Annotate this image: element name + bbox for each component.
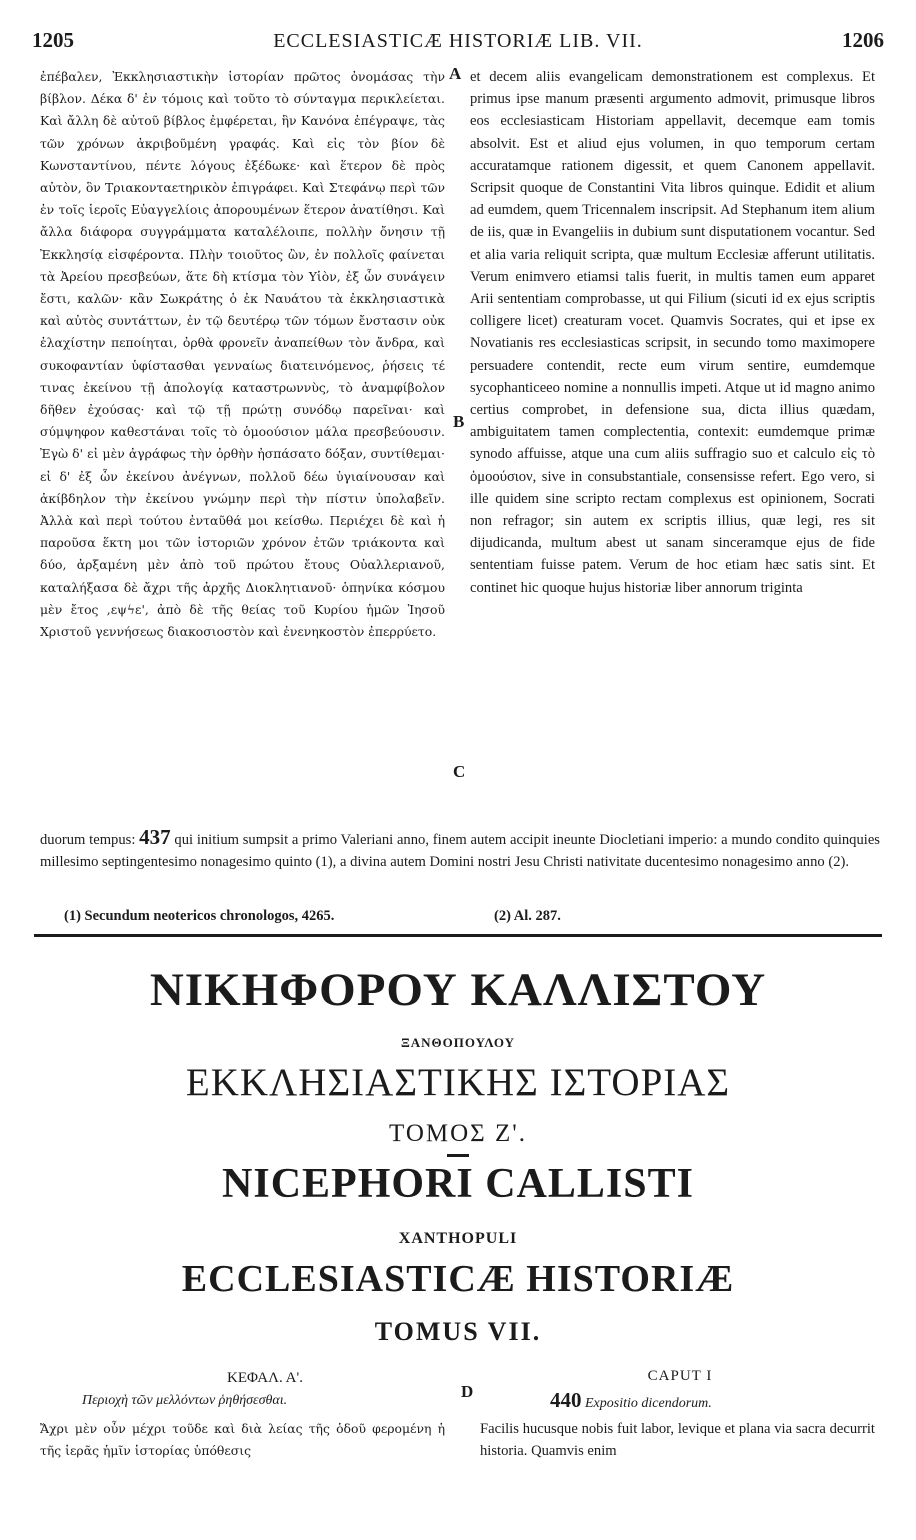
latin-work-title: ECCLESIASTICÆ HISTORIÆ <box>181 1258 735 1300</box>
latin-chapter-paragraph: Facilis hucusque nobis fuit labor, levique et plana via sacra decurrit historia. Quamvis enim <box>480 1421 875 1459</box>
span-text-start: duorum tempus: <box>40 832 136 848</box>
title-divider <box>447 1154 469 1157</box>
greek-chapter-summary: Περιοχὴ τῶν μελλόντων ῥηθήσεσθαι. <box>82 1393 288 1408</box>
column-number-437: 437 <box>139 825 171 849</box>
column-number-440: 440 <box>550 1388 582 1412</box>
margin-mark-c: C <box>453 762 466 781</box>
margin-mark-a: A <box>449 64 462 83</box>
greek-work-title: ΕΚΚΛΗΣΙΑΣΤΙΚΗΣ ΙΣΤΟΡΙΑΣ <box>185 1061 731 1104</box>
spanning-paragraph <box>40 826 880 873</box>
latin-chapter-text <box>480 1418 875 1462</box>
latin-text: et decem aliis evangelicam demonstrationem est complexus. Et primus ipse manum præsenti argumento admovit, primusque libros eos ecclesiasticam Historiam appellavit, decemque eam tomis absolvit. Est et aliud ejus volumen, in quo temporum certam accuratamque rationem digessit, et quem Canonem appellavit. Scripsit quoque de Constantini Vita libros quinque. Edidit et alium ad eumdem, quem Tricennalem inscripsit. Ad Stephanum item alium de iis, quæ in Evangeliis in dubium sunt disputationem vocantur. Sed et alia varia reliquit scripta, quæ multum Ecclesiæ afferunt utilitatis. Verum enimvero etiamsi talis fuerit, in multis tamen eum apparet Arii sententiam comprobasse, ut qui Filium (sicuti id ex ejus scriptis colligere licet) creaturam vocet. Quamvis Socrates, qui et ipse ex Novatianis res ecclesiasticas scripsit, in secundo tomo maximopere persuadere contendit, recte eum virum sentire, eumdemque sycophanticeeo nomine a nonnullis impeti. Atque ut id magno animo certius comprobet, in defensione sua, dicta illius quædam, ambiguitatem tamen complectentia, contexit: eumdemque primæ synodo affuisse, atque una cum aliis suffragio suo et calculo εἰς τὸ ὁμοούσιον, sive in consubstantiale, consensisse refert. Ego vero, si ille quidem sine scripto rectam complexus est opinionem, Socrati non refragor; sin autem ex scriptis illius, quæ legi, res sit dijudicanda, multum abest ut sanam sinceramque ejus de fide sententiam fuisse patem. Verum de hoc etiam hæc satis sint. Et continet hic quoque hujus historiæ liber annorum triginta <box>470 69 875 596</box>
latin-chapter-summary-text: Expositio dicendorum. <box>585 1396 712 1411</box>
margin-mark-d: D <box>461 1382 474 1401</box>
span-text-end: qui initium sumpsit a primo Valeriani anno, finem autem accipit ineunte Diocletiani imperio: a mundo condito quinquies millesimo septingentesimo nonagesimo quinto (1), a divina autem Domini nostri Jesu Christi nativitate ducentesimo nonagesimo anno (2). <box>40 832 880 870</box>
greek-text: ἐπέβαλεν, Ἐκκλησιαστικὴν ἱστορίαν πρῶτος ὀνομάσας τὴν βίβλον. Δέκα δ' ἐν τόμοις καὶ τοῦτο τὸ σύνταγμα περικλείεται. Καὶ ἄλλη δὲ αὐτοῦ βίβλος ἐμφέρεται, ἣν Κανόνα ἐπέγραψε, τὰς τῶν χρόνων ἀκριβοῦμένη γραφάς. Καὶ εἰς τὸν βίον δὲ Κωνσταντίνου, πέντε λόγους ἐξέδωκε· καὶ ἕτερον δὲ πρὸς αὐτὸν, ὃν Τριακονταετηρικὸν ἐπιγράφει. Καὶ Στεφάνῳ περὶ τῶν ἐν τοῖς ἱεροῖς Εὐαγγελίοις ἀπορουμένων ἕτερον ἀνατίθησι. Καὶ ἄλλα διάφορα συγγράμματα καταλέλοιπε, πολλὴν ὄνησιν τῇ Ἐκκλησίᾳ εἰσφέροντα. Πλὴν τοιοῦτος ὢν, ἐν πολλοῖς φαίνεται τὰ Ἀρείου πρεσβεύων, ἅτε δὴ κτίσμα τὸν Υἱὸν, ἐξ ὧν συνάγειν ἔστι, καλῶν· κἂν Σωκράτης ὁ ἐκ Ναυάτου τὰ ἐκκλησιαστικὰ καὶ αὐτὸς συντάττων, ἐν τῷ δευτέρῳ τῶν τόμων ἔνστασιν οὐκ ἐλαχίστην πεποίηται, ὀρθὰ φρονεῖν ἀναπείθων τὸν ἄνδρα, καὶ συκοφαντίαν ὑφίστασθαι γενναίως διατεινόμενος, ῥήσεις τέ τινας ἐκείνου τῇ ἀπολογίᾳ καταστρωννὺς, τὸ ἀναμφίβολον δῆθεν ἐχούσας· καὶ τῷ τῇ πρώτῃ συνόδῳ παρεῖναι· καὶ σύμψηφον καθεστάναι τοῖς τὸ ὁμοούσιον μάλα πρεσβεύουσιν. Ἐγὼ δ' εἰ μὲν ἀγράφως τὴν ὀρθὴν ἠσπάσατο δόξαν, συντίθεμαι· εἰ δ' ἐξ ὧν ἐκείνου ἀνέγνων, πολλοῦ δέω ὑγιαίνουσαν καὶ ἀκίβδηλον τὴν ἐκείνου γνώμην περὶ τὴν πίστιν ὑπολαβεῖν. Ἀλλὰ καὶ περὶ τούτου ἐνταῦθά μοι κείσθω. Περιέχει δὲ καὶ ἡ παροῦσα ἕκτη μοι τῶν ἱστοριῶν χρόνον ἐτῶν τριάκοντα καὶ δύο, ἀρξαμένη μὲν ἀπὸ τοῦ πρώτου ἔτους Οὐαλλεριανοῦ, καταλήξασα δὲ ἄχρι τῆς ἀρχῆς Διοκλητιανοῦ· ὁπηνίκα κόσμου μὲν ἔτος ,εψϟε', ἀπὸ δὲ τῆς θείας τοῦ Κυρίου ἡμῶν Ἰησοῦ Χριστοῦ γεννήσεως διακοσιοστὸν καὶ ἐνενηκοστὸν ἐπερρύετο. <box>40 69 445 640</box>
section-rule <box>34 934 882 937</box>
greek-chapter-heading: ΚΕΦΑΛ. Α'. <box>227 1370 303 1386</box>
running-header <box>32 28 884 56</box>
margin-mark-b: B <box>453 412 465 431</box>
greek-volume: ΤΟΜΟΣ Ζ'. <box>389 1120 527 1147</box>
page-number-left: 1205 <box>32 28 74 52</box>
running-title: ECCLESIASTICÆ HISTORIÆ LIB. VII. <box>273 30 643 52</box>
page-number-right: 1206 <box>842 28 884 52</box>
latin-chapter-heading: CAPUT I <box>647 1368 713 1384</box>
latin-surname: XANTHOPULI <box>398 1230 518 1247</box>
greek-chapter-paragraph: Ἄχρι μὲν οὖν μέχρι τοῦδε καὶ διὰ λείας τῆς ὁδοῦ φερομένη ἡ τῆς ἱερᾶς ἡμῖν ἱστορίας ὑπόθεσις <box>40 1421 445 1458</box>
latin-column <box>470 66 875 599</box>
latin-volume: TOMUS VII. <box>374 1317 542 1346</box>
latin-author-title: NICEPHORI CALLISTI <box>222 1161 694 1207</box>
latin-chapter-summary <box>550 1388 712 1413</box>
footnote-2: (2) Al. 287. <box>494 908 561 924</box>
greek-author-title: ΝΙΚΗΦΟΡΟΥ ΚΑΛΛΙΣΤΟΥ <box>149 964 767 1016</box>
greek-column <box>40 66 445 643</box>
greek-surname: ΞΑΝΘΟΠΟΥΛΟΥ <box>400 1035 516 1050</box>
greek-chapter-text <box>40 1418 445 1462</box>
footnote-1: (1) Secundum neotericos chronologos, 4265. <box>64 908 335 924</box>
